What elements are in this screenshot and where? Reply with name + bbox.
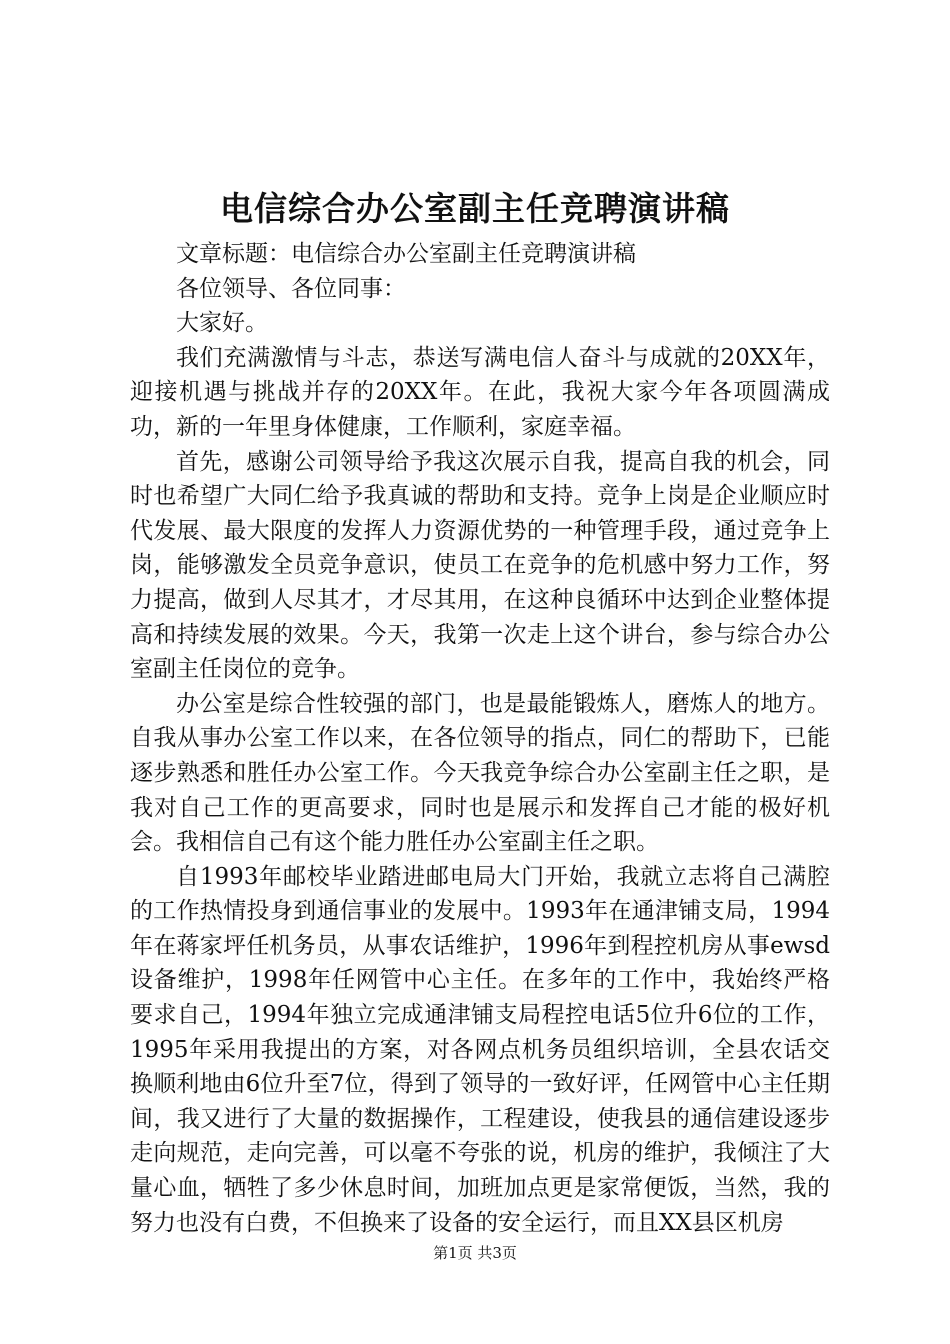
page-footer: 第1页 共3页: [433, 1244, 517, 1262]
greeting: 大家好。: [176, 310, 268, 337]
body-paragraph: 首先，感谢公司领导给予我这次展示自我，提高自我的机会，同时也希望广大同仁给予我真诚的帮助和支持。竞争上岗是企业顺应时代发展、最大限度的发挥人力资源优势的一种管理手段，通过竞争上岗，能够激发全员竞争意识，使员工在竞争的危机感中努力工作，努力提高，做到人尽其才，才尽其用，在这种良循环中达到企业整体提高和持续发展的效果。今天，我第一次走上这个讲台，参与综合办公室副主任岗位的竞争。: [130, 448, 830, 683]
body-paragraph: 我们充满激情与斗志，恭送写满电信人奋斗与成就的20XX年，迎接机遇与挑战并存的20XX年。在此，我祝大家今年各项圆满成功，新的一年里身体健康，工作顺利，家庭幸福。: [130, 344, 830, 440]
salutation: 各位领导、各位同事：: [176, 275, 406, 302]
document-title: 电信综合办公室副主任竞聘演讲稿: [220, 189, 730, 228]
document-body: [130, 237, 830, 1240]
body-paragraph: 办公室是综合性较强的部门，也是最能锻炼人，磨炼人的地方。自我从事办公室工作以来，在各位领导的指点，同仁的帮助下，已能逐步熟悉和胜任办公室工作。今天我竞争综合办公室副主任之职，是我对自己工作的更高要求，同时也是展示和发挥自己才能的极好机会。我相信自己有这个能力胜任办公室副主任之职。: [130, 690, 830, 856]
article-title-line: 文章标题：电信综合办公室副主任竞聘演讲稿: [176, 241, 636, 267]
body-paragraph: 自1993年邮校毕业踏进邮电局大门开始，我就立志将自己满腔的工作热情投身到通信事业的发展中。1993年在通津铺支局，1994年在蒋家坪任机务员，从事农话维护，1996年到程控机房从事ewsd设备维护，1998年任网管中心主任。在多年的工作中，我始终严格要求自己，1994年独立完成通津铺支局程控电话5位升6位的工作，1995年采用我提出的方案，对各网点机务员组织培训，全县农话交换顺利地由6位升至7位，得到了领导的一致好评，任网管中心主任期间，我又进行了大量的数据操作，工程建设，使我县的通信建设逐步走向规范，走向完善，可以毫不夸张的说，机房的维护，我倾注了大量心血，牺牲了多少休息时间，加班加点更是家常便饭，当然，我的努力也没有白费，不但换来了设备的安全运行，而且XX县区机房: [130, 863, 830, 1236]
